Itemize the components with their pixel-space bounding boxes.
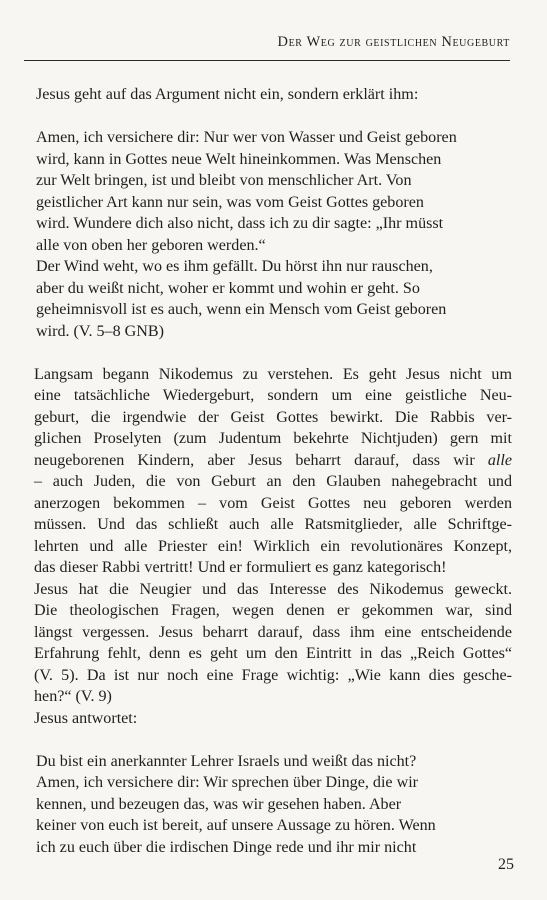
quote-line: kennen, und bezeugen das, was wir gesehen haben. Aber	[36, 795, 402, 813]
paragraph-3: Jesus antwortet:	[34, 709, 138, 727]
quote-line: geheimnisvoll ist es auch, wenn ein Mensch vom Geist geboren	[36, 301, 447, 318]
text-line: das dieser Rabbi vertritt! Und er formuliert es ganz kategorisch!	[34, 559, 447, 576]
paragraph-1	[34, 364, 512, 579]
spacer	[34, 729, 512, 751]
bible-quote-1	[34, 127, 512, 342]
quote-line: alle von oben her geboren werden.“	[36, 236, 266, 254]
text-line: lehrten und alle Priester ein! Wirklich ein revolutionäres Konzept,	[34, 537, 512, 555]
quote-line: Der Wind weht, wo es ihm gefällt. Du hörst ihn nur rauschen,	[36, 258, 433, 275]
quote-line: wird, kann in Gottes neue Welt hineinkommen. Was Menschen	[36, 150, 442, 168]
emphasis: alle	[487, 451, 513, 469]
text-line: anerzogen bekommen – vom Geist Gottes neu geboren werden	[34, 494, 512, 512]
text-line: Die theologischen Fragen, wegen denen er gekommen war, sind	[34, 602, 512, 619]
quote-line: wird. Wundere dich also nicht, dass ich zu dir sagte: „Ihr müsst	[36, 215, 444, 232]
quote-line: aber du weißt nicht, woher er kommt und wohin er geht. So	[36, 279, 420, 297]
text-line: Langsam begann Nikodemus zu verstehen. Es geht Jesus nicht um	[34, 365, 512, 383]
text-line: Erfahrung fehlt, denn es geht um den Eintritt in das „Reich Gottes“	[34, 645, 512, 662]
header-rule	[24, 60, 510, 61]
text-line: glichen Proselyten (zum Judentum bekehrte Nichtjuden) gern mit	[34, 430, 512, 447]
text-line: Jesus hat die Neugier und das Interesse des Nikodemus geweckt.	[34, 580, 512, 598]
text-line: (V. 5). Da ist nur noch eine Frage wichtig: „Wie kann dies gesche-	[34, 666, 512, 684]
page-body	[34, 84, 512, 858]
text-line: geburt, die irgendwie der Geist Gottes bewirkt. Die Rabbis ver-	[34, 408, 512, 426]
intro-line: Jesus geht auf das Argument nicht ein, sondern erklärt ihm:	[36, 86, 419, 103]
text-line: eine tatsächliche Wiedergeburt, sondern um eine geistliche Neu-	[34, 387, 512, 404]
quote-line: zur Welt bringen, ist und bleibt von menschlicher Art. Von	[36, 172, 412, 189]
text-line: müssen. Und das schließt auch alle Ratsmitglieder, alle Schriftge-	[34, 516, 512, 533]
quote-line: geistlicher Art kann nur sein, was vom Geist Gottes geboren	[36, 193, 424, 211]
spacer	[34, 342, 512, 364]
text-segment: neugeborenen Kindern, aber Jesus beharrt darauf, dass wir	[34, 451, 475, 469]
paragraph-2	[34, 579, 512, 708]
quote-line: Amen, ich versichere dir: Nur wer von Wasser und Geist geboren	[36, 129, 457, 146]
text-line: – auch Juden, die von Geburt an den Glauben nahegebracht und	[34, 473, 512, 490]
quote-line: keiner von euch ist bereit, auf unsere Aussage zu hören. Wenn	[36, 817, 436, 834]
page-number: 25	[498, 856, 514, 873]
quote-line: Amen, ich versichere dir: Wir sprechen über Dinge, die wir	[36, 774, 419, 791]
running-header: Der Weg zur geistlichen Neugeburt	[277, 34, 510, 50]
spacer	[34, 106, 512, 128]
text-line: längst vergessen. Jesus beharrt darauf, dass ihm eine entscheidende	[34, 623, 512, 641]
quote-line: Du bist ein anerkannter Lehrer Israels und weißt das nicht?	[36, 752, 417, 770]
text-line-with-emphasis	[34, 450, 512, 472]
bible-quote-2	[34, 751, 512, 859]
quote-line: ich zu euch über die irdischen Dinge rede und ihr mir nicht	[36, 838, 417, 856]
quote-line: wird. (V. 5–8 GNB)	[36, 322, 165, 340]
text-line: hen?“ (V. 9)	[34, 688, 112, 705]
